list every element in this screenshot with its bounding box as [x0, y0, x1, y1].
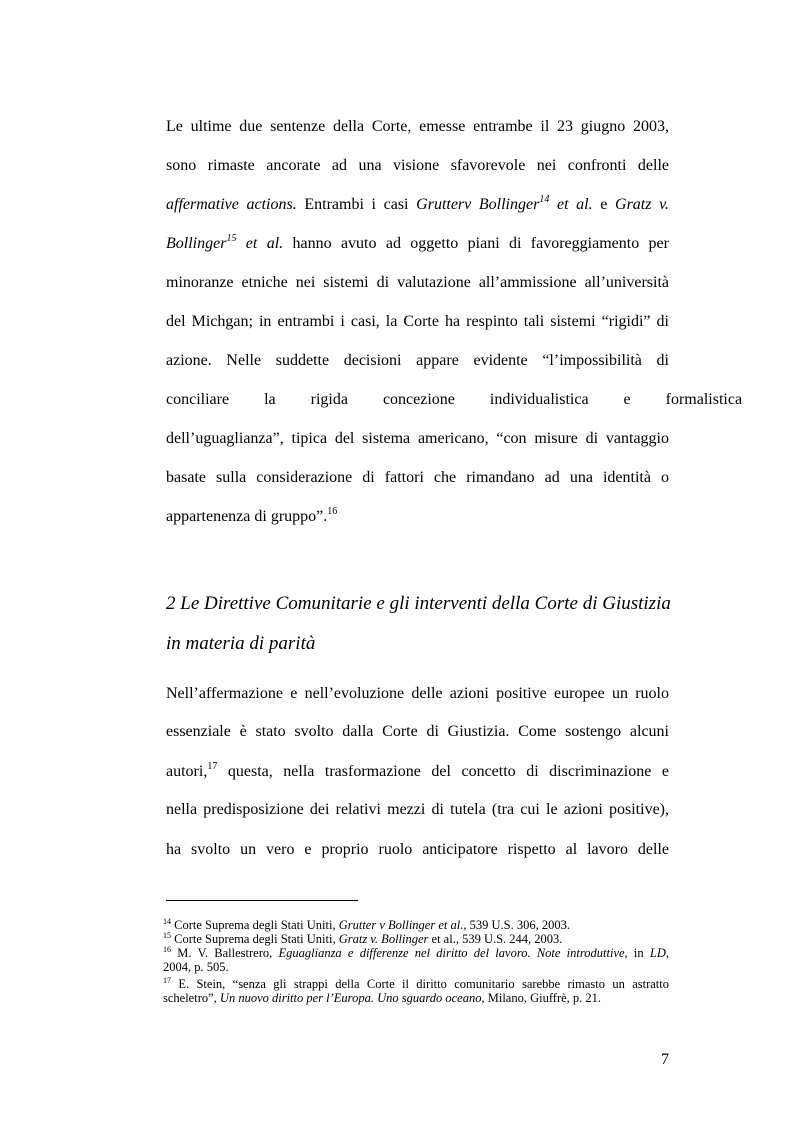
text-run: ,: [665, 946, 669, 960]
footnote-separator: [166, 900, 358, 901]
text-run: autori,: [166, 763, 208, 780]
footnote-16-cont: 2004, p. 505.: [163, 960, 229, 974]
text-run: M. V. Ballestrero,: [171, 946, 279, 960]
text-run: et al., 539 U.S. 244, 2003.: [428, 932, 563, 946]
text-line: ha svolto un vero e proprio ruolo anticipatore rispetto al lavoro delle: [166, 841, 669, 858]
text-line: [166, 762, 669, 782]
text-run: 539 U.S. 306, 2003.: [466, 918, 570, 932]
footnote-number: 14: [163, 917, 171, 926]
footnote-title: Un nuovo diritto per l’Europa. Uno sguardo oceano: [219, 991, 482, 1005]
case-name: Gratz v.: [615, 196, 670, 213]
text-run: , in: [624, 946, 650, 960]
heading-line: 2 Le Direttive Comunitarie e gli interventi della Corte di Giustizia: [166, 593, 671, 614]
footnote-14: [163, 918, 669, 932]
footnote-number: 17: [163, 976, 171, 985]
text-line: del Michgan; in entrambi i casi, la Corte ha respinto tali sistemi “rigidi” di: [166, 313, 669, 330]
text-line: basate sulla considerazione di fattori che rimandano ad una identità o: [166, 469, 669, 486]
text-line: azione. Nelle suddette decisioni appare evidente “l’impossibilità di: [166, 352, 669, 369]
footnote-number: 15: [163, 931, 171, 940]
text-line: dell’uguaglianza”, tipica del sistema americano, “con misure di vantaggio: [166, 430, 669, 447]
text-run: , Milano, Giuffrè, p. 21.: [481, 991, 602, 1005]
text-line: [166, 507, 669, 527]
footnote-ref: 14: [539, 194, 550, 205]
footnote-title: Gratz v. Bollinger: [338, 932, 429, 946]
italic-term: affermative actions.: [166, 196, 297, 213]
footnote-number: 16: [163, 945, 171, 954]
case-name: Grutterv Bollinger: [416, 196, 540, 213]
case-suffix: et al.: [549, 196, 593, 213]
text-line: [166, 234, 669, 254]
footnote-ref: 15: [226, 233, 237, 244]
footnote-title: Eguaglianza e differenze nel diritto del lavoro. Note introduttive: [278, 946, 625, 960]
footnote-ref: 16: [327, 506, 338, 517]
text-run: questa, nella trasformazione del concetto di discriminazione e: [217, 763, 669, 780]
text-line: essenziale è stato svolto dalla Corte di Giustizia. Come sostengo alcuni: [166, 723, 669, 740]
text-line: Nell’affermazione e nell’evoluzione delle azioni positive europee un ruolo: [166, 685, 669, 702]
text-run: appartenenza di gruppo”.: [166, 508, 328, 525]
footnote-15: [163, 932, 669, 946]
heading-line: in materia di parità: [166, 633, 316, 654]
text-line: [166, 195, 669, 215]
text-run: Corte Suprema degli Stati Uniti,: [171, 932, 339, 946]
page-number: 7: [661, 1051, 669, 1068]
case-name: Bollinger: [166, 235, 227, 252]
text-line: conciliare la rigida concezione individualistica e formalistica: [166, 391, 743, 408]
case-suffix: et al.: [236, 235, 284, 252]
text-run: Entrambi i casi: [296, 196, 417, 213]
footnote-ref: 17: [207, 761, 218, 772]
text-line: nella predisposizione dei relativi mezzi di tutela (tra cui le azioni positive),: [166, 801, 669, 818]
footnote-16: [163, 946, 669, 960]
journal-abbrev: LD: [649, 946, 666, 960]
text-run: hanno avuto ad oggetto piani di favoreggiamento per: [283, 235, 669, 252]
footnote-17-cont: [163, 991, 669, 1005]
footnote-17: [163, 977, 669, 991]
text-run: scheletro”,: [163, 991, 220, 1005]
text-run: E. Stein, “senza gli strappi della Corte il diritto comunitario sarebbe rimasto un astratto: [171, 977, 669, 991]
text-line: sono rimaste ancorate ad una visione sfavorevole nei confronti delle: [166, 157, 669, 174]
text-line: Le ultime due sentenze della Corte, emesse entrambe il 23 giugno 2003,: [166, 118, 669, 135]
footnote-title: Grutter v Bollinger et al.,: [338, 918, 467, 932]
text-run: e: [592, 196, 616, 213]
text-line: minoranze etniche nei sistemi di valutazione all’ammissione all’università: [166, 274, 669, 291]
text-run: Corte Suprema degli Stati Uniti,: [171, 918, 339, 932]
